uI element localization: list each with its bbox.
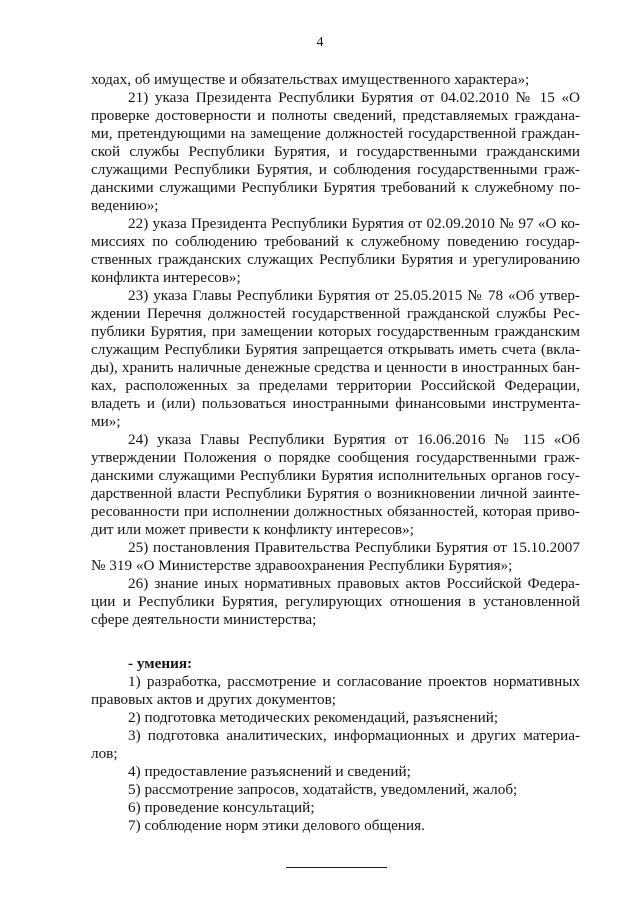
text-line: ственных гражданских служащих Республики Бурятия и урегулированию — [91, 251, 580, 268]
paragraph-0 — [91, 71, 580, 89]
text-line: 3) подготовка аналитических, информационных и других материа- — [128, 727, 580, 744]
text-line: 24) указа Главы Республики Бурятия от 16.06.2016 № 115 «Об — [128, 431, 580, 448]
text-line: 5) рассмотрение запросов, ходатайств, уведомлений, жалоб; — [128, 781, 518, 798]
skill-item-5 — [91, 799, 580, 817]
skill-item-4 — [91, 781, 580, 799]
paragraph-1 — [91, 89, 580, 215]
footer-rule — [286, 867, 387, 868]
text-line: 26) знание иных нормативных правовых актов Российской Федера- — [128, 575, 580, 592]
text-line: № 319 «О Министерстве здравоохранения Республики Бурятия»; — [91, 557, 513, 574]
text-line: данскими служащими Республики Бурятия требований к служебному по- — [91, 179, 580, 196]
paragraph-5 — [91, 539, 580, 575]
text-line: 6) проведение консультаций; — [128, 799, 315, 816]
text-line: дарственной власти Республики Бурятия о возникновении личной заинте- — [91, 485, 580, 502]
text-line: лов; — [91, 745, 118, 762]
text-line: дит или может привести к конфликту интересов»; — [91, 521, 414, 538]
text-line: владеть и (или) пользоваться иностранными финансовыми инструмента- — [91, 395, 580, 412]
text-line: утверждении Положения о порядке сообщения государственными граж- — [91, 449, 580, 466]
text-line: ции и Республики Бурятия, регулирующих отношения в установленной — [91, 593, 580, 610]
text-line: ми»; — [91, 413, 121, 430]
text-line: 25) постановления Правительства Республики Бурятия от 15.10.2007 — [128, 539, 580, 556]
text-line: ведению»; — [91, 197, 159, 214]
text-line: ми, претендующими на замещение должностей государственной граждан- — [91, 125, 580, 142]
text-line: 1) разработка, рассмотрение и согласование проектов нормативных — [128, 673, 580, 690]
text-line: конфликта интересов»; — [91, 269, 241, 286]
text-line: миссиях по соблюдению требований к служебному поведению государ- — [91, 233, 580, 250]
text-line: сфере деятельности министерства; — [91, 611, 317, 628]
text-line: 2) подготовка методических рекомендаций, разъяснений; — [128, 709, 499, 726]
text-line: данскими служащими Республики Бурятия исполнительных органов госу- — [91, 467, 580, 484]
skill-item-2 — [91, 727, 580, 763]
text-line: служащими Республики Бурятия, и соблюдения государственными граж- — [91, 161, 580, 178]
text-line: ской службы Республики Бурятия, и государственными гражданскими — [91, 143, 580, 160]
text-line: ках, расположенных за пределами территории Российской Федерации, — [91, 377, 580, 394]
skill-item-1 — [91, 709, 580, 727]
text-line: ходах, об имуществе и обязательствах имущественного характера»; — [91, 71, 530, 88]
paragraph-4 — [91, 431, 580, 539]
legal-acts-list — [91, 71, 580, 629]
text-line: ды), хранить наличные денежные средства и ценности в иностранных бан- — [91, 359, 580, 376]
text-line: ждении Перечня должностей государственной гражданской службы Рес- — [91, 305, 580, 322]
skill-item-0 — [91, 673, 580, 709]
skill-item-6 — [91, 817, 580, 835]
document-body — [91, 71, 580, 835]
skill-item-3 — [91, 763, 580, 781]
text-line: служащим Республики Бурятия запрещается открывать иметь счета (вкла- — [91, 341, 580, 358]
text-line: публики Бурятия, при замещении которых государственным гражданским — [91, 323, 580, 340]
page-number: 4 — [316, 35, 324, 50]
paragraph-6 — [91, 575, 580, 629]
paragraph-3 — [91, 287, 580, 431]
paragraph-2 — [91, 215, 580, 287]
section-gap — [91, 629, 580, 655]
text-line: правовых актов и других документов; — [91, 691, 336, 708]
text-line: ресованности при исполнении должностных обязанностей, которая приво- — [91, 503, 580, 520]
text-line: 4) предоставление разъяснений и сведений; — [128, 763, 411, 780]
text-line: проверке достоверности и полноты сведений, представляемых граждана- — [91, 107, 580, 124]
text-line: 22) указа Президента Республики Бурятия от 02.09.2010 № 97 «О ко- — [128, 215, 580, 232]
text-line: 7) соблюдение норм этики делового общения. — [128, 817, 425, 834]
skills-list — [91, 673, 580, 835]
text-line: 21) указа Президента Республики Бурятия от 04.02.2010 № 15 «О — [128, 89, 580, 106]
skills-heading: - умения: — [128, 655, 193, 672]
text-line: 23) указа Главы Республики Бурятия от 25.05.2015 № 78 «Об утвер- — [128, 287, 580, 304]
